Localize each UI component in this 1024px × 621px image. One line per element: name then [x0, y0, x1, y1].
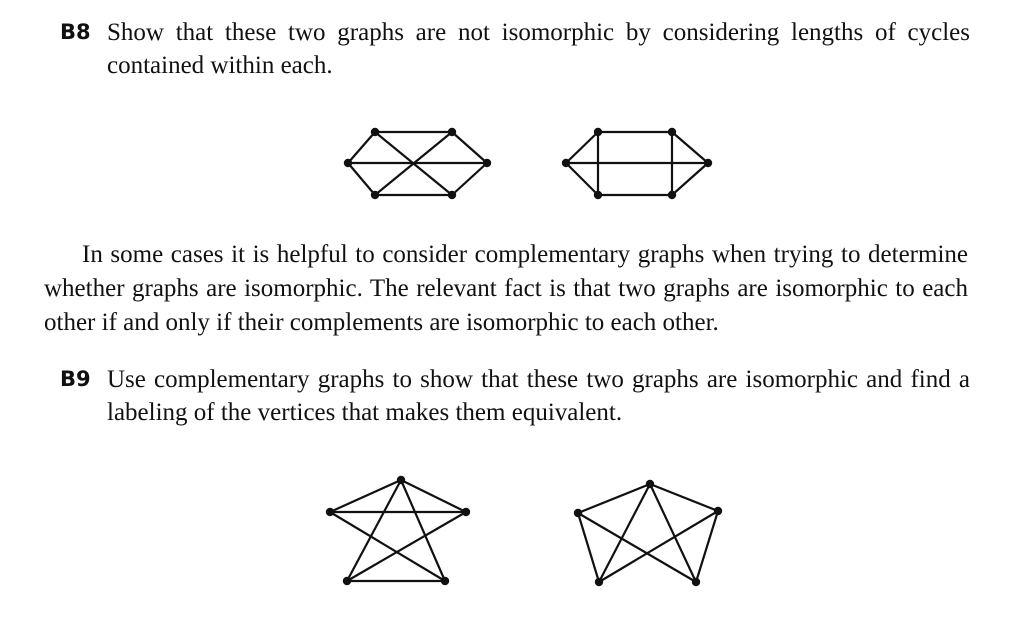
graph-vertex-right [714, 507, 722, 515]
graph-edge [348, 163, 375, 195]
graph-edge [330, 480, 401, 512]
graph-edge [452, 132, 487, 163]
graph-edge [566, 132, 598, 163]
graph-vertex-left [574, 509, 582, 517]
graph-edge [672, 163, 708, 195]
graph-vertex-bottom-left [343, 577, 351, 585]
graph-edge [330, 512, 445, 581]
problem-b8-label: B8 [60, 20, 91, 44]
graph-b8-left [340, 124, 490, 202]
graph-b9-right [572, 478, 724, 588]
graph-edge [578, 484, 650, 513]
graph-edge [401, 480, 466, 512]
problem-b8-text: Show that these two graphs are not isomorphic by considering lengths of cycles contained within each. [107, 19, 970, 79]
graph-vertex-right [483, 159, 491, 167]
graph-vertex-right [704, 159, 712, 167]
graph-vertex-top-right [448, 128, 456, 136]
graph-vertex-top-left [594, 128, 602, 136]
graph-vertex-top-right [668, 128, 676, 136]
problem-b9 [60, 363, 970, 429]
problem-b9-label: B9 [60, 367, 91, 391]
graph-vertex-bottom-right [441, 577, 449, 585]
graph-vertex-right [462, 508, 470, 516]
graph-vertex-top-left [371, 128, 379, 136]
problem-b9-text: Use complementary graphs to show that these two graphs are isomorphic and find a labeling of the vertices that makes them equivalent. [107, 366, 970, 426]
graph-vertex-left [326, 508, 334, 516]
graph-vertex-top [397, 476, 405, 484]
graph-vertex-bottom-right [448, 191, 456, 199]
graph-edge [566, 163, 598, 195]
graph-edge [452, 163, 487, 195]
graph-vertex-top [646, 480, 654, 488]
graph-b8-right [561, 124, 713, 202]
graph-b9-left [322, 474, 472, 588]
graph-edge [401, 480, 445, 581]
graph-vertex-bottom-left [371, 191, 379, 199]
graph-edge [348, 132, 375, 163]
graph-vertex-left [344, 159, 352, 167]
graph-vertex-left [562, 159, 570, 167]
graph-edge [672, 132, 708, 163]
complement-paragraph: In some cases it is helpful to consider complementary graphs when trying to determine whether graphs are isomorphic. The relevant fact is that two graphs are isomorphic to each other if and only if their complements are isomorphic to each other. [44, 241, 968, 336]
graph-vertex-bottom-right [692, 578, 700, 586]
graph-vertex-bottom-left [594, 191, 602, 199]
graph-vertex-bottom-right [668, 191, 676, 199]
problem-b8 [60, 16, 970, 82]
graph-vertex-bottom-left [595, 578, 603, 586]
